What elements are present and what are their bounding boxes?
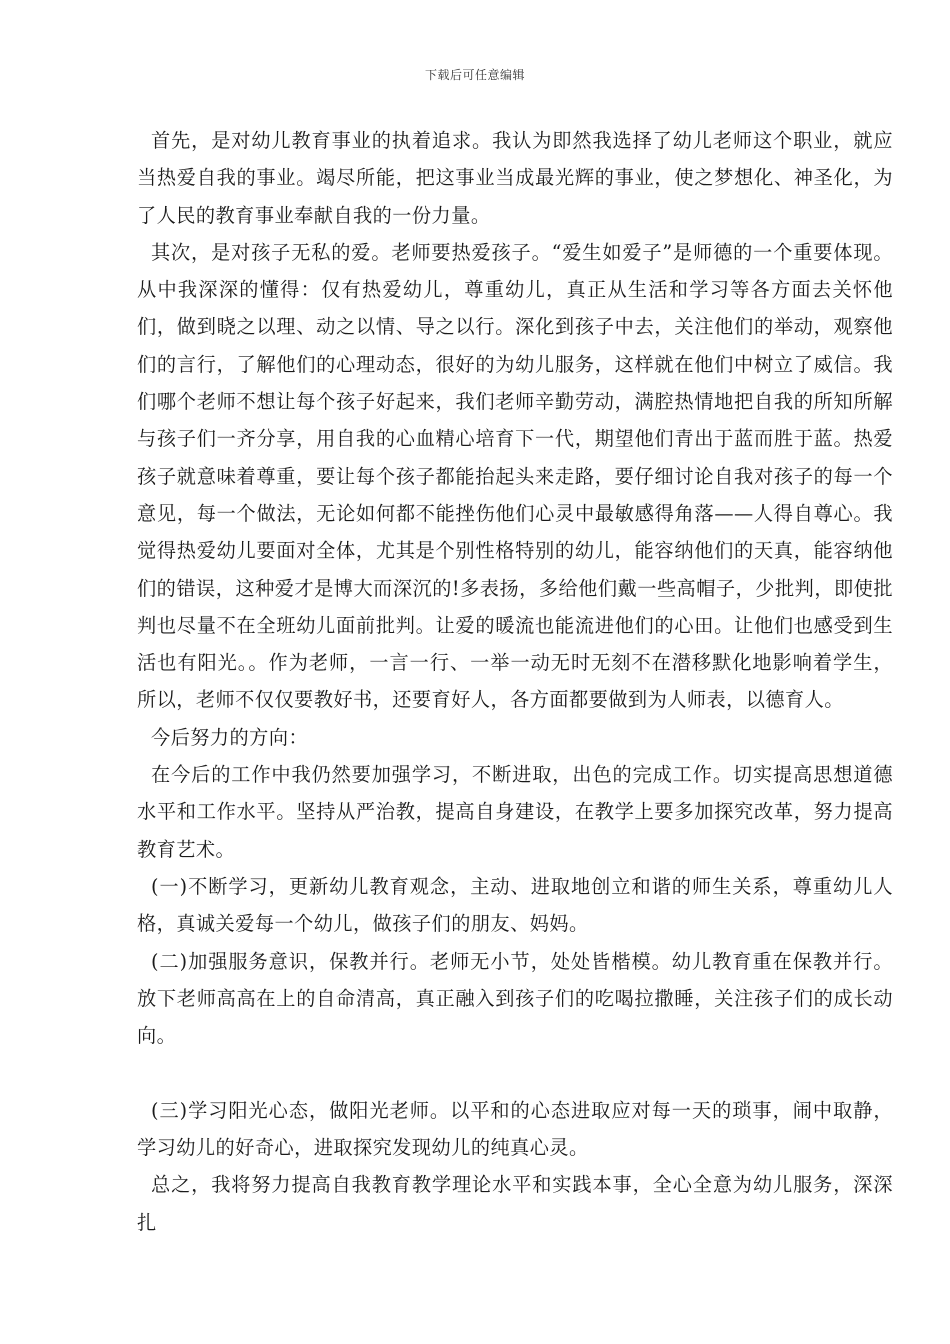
- paragraph-item-1: (一)不断学习，更新幼儿教育观念，主动、进取地创立和谐的师生关系，尊重幼儿人格，真诚关爱每一个幼儿，做孩子们的朋友、妈妈。: [137, 874, 893, 936]
- paragraph-item-2: (二)加强服务意识，保教并行。老师无小节，处处皆楷模。幼儿教育重在保教并行。放下老师高高在上的自命清高，真正融入到孩子们的吃喝拉撒睡，关注孩子们的成长动向。: [137, 949, 893, 1048]
- document-body: [137, 122, 893, 1241]
- paragraph-love-for-children: 其次，是对孩子无私的爱。老师要热爱孩子。“爱生如爱子”是师德的一个重要体现。从中我深深的懂得：仅有热爱幼儿，尊重幼儿，真正从生活和学习等各方面去关怀他们，做到晓之以理、动之以情、导之以行。深化到孩子中去，关注他们的举动，观察他们的言行，了解他们的心理动态，很好的为幼儿服务，这样就在他们中树立了威信。我们哪个老师不想让每个孩子好起来，我们老师辛勤劳动，满腔热情地把自我的所知所解与孩子们一齐分享，用自我的心血精心培育下一代，期望他们青出于蓝而胜于蓝。热爱孩子就意味着尊重，要让每个孩子都能抬起头来走路，要仔细讨论自我对孩子的每一个意见，每一个做法，无论如何都不能挫伤他们心灵中最敏感得角落——人得自尊心。我觉得热爱幼儿要面对全体，尤其是个别性格特别的幼儿，能容纳他们的天真，能容纳他们的错误，这种爱才是博大而深沉的!多表扬，多给他们戴一些高帽子，少批判，即使批判也尽量不在全班幼儿面前批判。让爱的暖流也能流进他们的心田。让他们也感受到生活也有阳光。。作为老师，一言一行、一举一动无时无刻不在潜移默化地影响着学生，所以，老师不仅仅要教好书，还要育好人，各方面都要做到为人师表，以德育人。: [137, 240, 893, 712]
- paragraph-conclusion: 总之，我将努力提高自我教育教学理论水平和实践本事，全心全意为幼儿服务，深深扎: [137, 1173, 893, 1234]
- paragraph-item-3: (三)学习阳光心态，做阳光老师。以平和的心态进取应对每一天的琐事，闹中取静，学习幼儿的好奇心，进取探究发现幼儿的纯真心灵。: [137, 1098, 893, 1160]
- blank-line: [137, 1054, 893, 1091]
- paragraph-dedication: 首先，是对幼儿教育事业的执着追求。我认为即然我选择了幼儿老师这个职业，就应当热爱自我的事业。竭尽所能，把这事业当成最光辉的事业，使之梦想化、神圣化，为了人民的教育事业奉献自我的一份力量。: [137, 129, 893, 227]
- paragraph-future-work: 在今后的工作中我仍然要加强学习，不断进取，出色的完成工作。切实提高思想道德水平和工作水平。坚持从严治教，提高自身建设，在教学上要多加探究改革，努力提高教育艺术。: [137, 763, 893, 861]
- paragraph-future-direction-heading: 今后努力的方向：: [151, 725, 309, 749]
- page-header: 下载后可任意编辑: [424, 68, 525, 82]
